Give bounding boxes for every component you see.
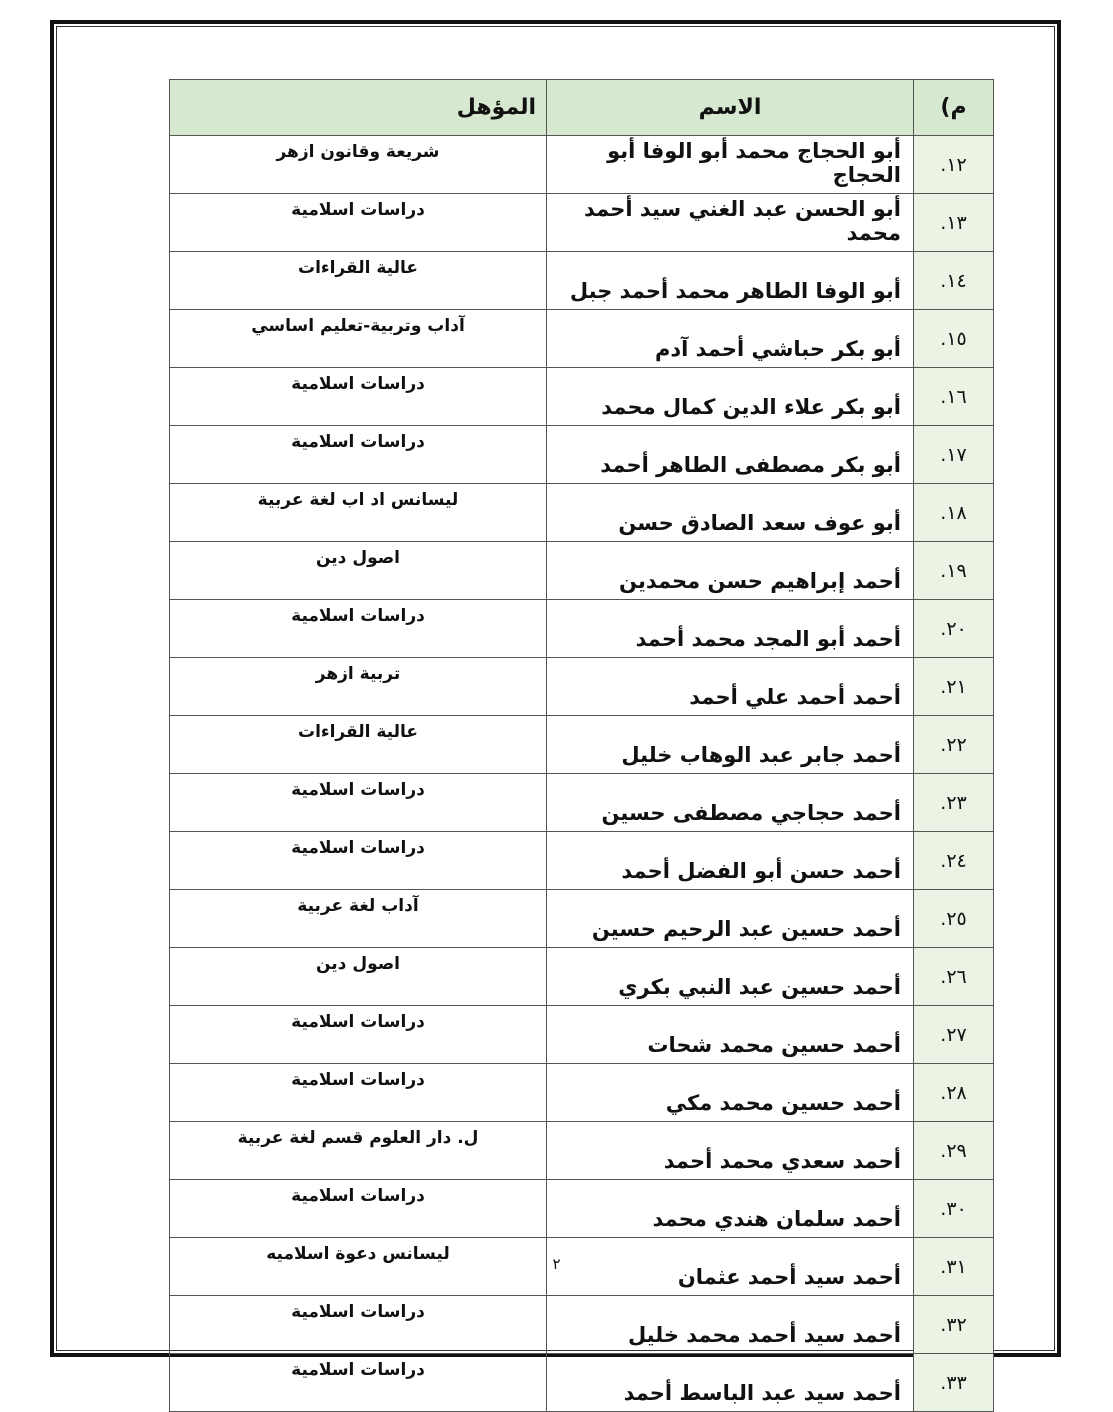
row-name: أبو الحجاج محمد أبو الوفا أبو الحجاج [547, 136, 914, 194]
table-row [170, 368, 994, 426]
row-name: أحمد حجاجي مصطفى حسين [547, 774, 914, 832]
row-qualification: دراسات اسلامية [170, 1180, 547, 1238]
row-number: ١٩. [914, 542, 994, 600]
row-qualification: دراسات اسلامية [170, 1064, 547, 1122]
row-name: أحمد أحمد علي أحمد [547, 658, 914, 716]
row-name: أبو الحسن عبد الغني سيد أحمد محمد [547, 194, 914, 252]
row-name: أحمد حسين عبد الرحيم حسين [547, 890, 914, 948]
table-row [170, 426, 994, 484]
row-number: ٣٣. [914, 1354, 994, 1412]
row-name: أحمد حسن أبو الفضل أحمد [547, 832, 914, 890]
table-row [170, 1180, 994, 1238]
row-name: أحمد حسين محمد مكي [547, 1064, 914, 1122]
header-name: الاسم [547, 80, 914, 136]
table-row [170, 600, 994, 658]
table-row [170, 136, 994, 194]
row-name: أحمد سيد أحمد محمد خليل [547, 1296, 914, 1354]
table-row [170, 716, 994, 774]
row-number: ١٣. [914, 194, 994, 252]
row-name: أحمد سيد عبد الباسط أحمد [547, 1354, 914, 1412]
row-number: ٢٦. [914, 948, 994, 1006]
row-number: ٢٤. [914, 832, 994, 890]
row-qualification: ل. دار العلوم قسم لغة عربية [170, 1122, 547, 1180]
row-number: ٢٥. [914, 890, 994, 948]
page-number: ٢ [552, 1255, 561, 1273]
row-qualification: ليسانس اد اب لغة عربية [170, 484, 547, 542]
row-name: أحمد سلمان هندي محمد [547, 1180, 914, 1238]
row-qualification: تربية ازهر [170, 658, 547, 716]
row-name: أبو بكر مصطفى الطاهر أحمد [547, 426, 914, 484]
table-row [170, 774, 994, 832]
table-row [170, 310, 994, 368]
row-name: أبو عوف سعد الصادق حسن [547, 484, 914, 542]
row-name: أحمد جابر عبد الوهاب خليل [547, 716, 914, 774]
row-qualification: ليسانس دعوة اسلاميه [170, 1238, 547, 1296]
table-row [170, 1064, 994, 1122]
row-number: ٢٩. [914, 1122, 994, 1180]
row-qualification: دراسات اسلامية [170, 774, 547, 832]
row-qualification: دراسات اسلامية [170, 194, 547, 252]
row-number: ٣٢. [914, 1296, 994, 1354]
row-number: ٢٢. [914, 716, 994, 774]
table-row [170, 1122, 994, 1180]
row-qualification: دراسات اسلامية [170, 600, 547, 658]
row-qualification: آداب وتربية-تعليم اساسي [170, 310, 547, 368]
row-number: ١٨. [914, 484, 994, 542]
row-name: أحمد سعدي محمد أحمد [547, 1122, 914, 1180]
table-row [170, 948, 994, 1006]
row-qualification: دراسات اسلامية [170, 1296, 547, 1354]
roster-table [169, 79, 994, 1412]
table-row [170, 890, 994, 948]
header-number: م) [914, 80, 994, 136]
row-name: أحمد سيد أحمد عثمان [547, 1238, 914, 1296]
row-qualification: عالية القراءات [170, 252, 547, 310]
row-name: أبو بكر حباشي أحمد آدم [547, 310, 914, 368]
row-qualification: دراسات اسلامية [170, 1006, 547, 1064]
row-qualification: شريعة وقانون ازهر [170, 136, 547, 194]
row-number: ٢٨. [914, 1064, 994, 1122]
table-row [170, 252, 994, 310]
row-name: أحمد أبو المجد محمد أحمد [547, 600, 914, 658]
row-name: أحمد حسين عبد النبي بكري [547, 948, 914, 1006]
row-qualification: دراسات اسلامية [170, 1354, 547, 1412]
row-number: ١٤. [914, 252, 994, 310]
table-row [170, 194, 994, 252]
table-row [170, 658, 994, 716]
row-name: أبو الوفا الطاهر محمد أحمد جبل [547, 252, 914, 310]
row-name: أحمد إبراهيم حسن محمدين [547, 542, 914, 600]
row-qualification: دراسات اسلامية [170, 832, 547, 890]
table-row [170, 1354, 994, 1412]
row-number: ٢٣. [914, 774, 994, 832]
row-number: ١٥. [914, 310, 994, 368]
row-name: أحمد حسين محمد شحات [547, 1006, 914, 1064]
row-qualification: اصول دين [170, 542, 547, 600]
row-number: ٣٠. [914, 1180, 994, 1238]
table-row [170, 1296, 994, 1354]
row-number: ٢١. [914, 658, 994, 716]
row-qualification: اصول دين [170, 948, 547, 1006]
table-header-row [170, 80, 994, 136]
row-qualification: دراسات اسلامية [170, 426, 547, 484]
row-number: ١٢. [914, 136, 994, 194]
row-qualification: عالية القراءات [170, 716, 547, 774]
row-qualification: آداب لغة عربية [170, 890, 547, 948]
table-row [170, 1006, 994, 1064]
row-number: ١٧. [914, 426, 994, 484]
table-row [170, 484, 994, 542]
table-row [170, 832, 994, 890]
row-qualification: دراسات اسلامية [170, 368, 547, 426]
row-number: ٣١. [914, 1238, 994, 1296]
table-row [170, 542, 994, 600]
row-number: ١٦. [914, 368, 994, 426]
row-name: أبو بكر علاء الدين كمال محمد [547, 368, 914, 426]
header-qualification: المؤهل [170, 80, 547, 136]
row-number: ٢٧. [914, 1006, 994, 1064]
row-number: ٢٠. [914, 600, 994, 658]
